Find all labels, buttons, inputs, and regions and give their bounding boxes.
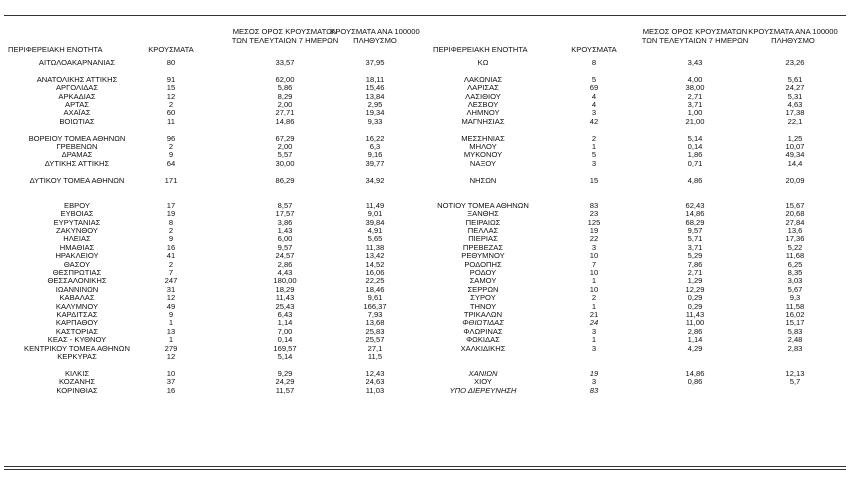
table-cell-region: ΘΕΣΠΡΩΤΙΑΣ [52,268,102,277]
bottom-rule [4,466,846,467]
table-cell-avg7: 11,57 [275,385,295,395]
table-cell-cases: 4 [591,100,597,109]
table-cell-cases: 42 [589,116,599,126]
table-cell-region: ΛΑΚΩΝΙΑΣ [463,74,503,84]
table-cell-region: ΤΡΙΚΑΛΩΝ [463,310,503,319]
table-cell-per100k: 3,03 [787,276,803,286]
table-cell-avg7: 5,29 [687,251,703,261]
table-cell-region: ΣΕΡΡΩΝ [467,284,499,294]
right-header-cases: ΚΡΟΥΣΜΑΤΑ [571,45,617,54]
table-cell-per100k: 1,25 [787,133,803,143]
table-cell-region: ΔΥΤΙΚΟΥ ΤΟΜΕΑ ΑΘΗΝΩΝ [29,175,125,185]
table-cell-region: ΛΗΜΝΟΥ [466,108,500,118]
table-cell-avg7: 67,29 [275,133,295,143]
table-cell-per100k: 39,77 [365,158,385,168]
table-cell-per100k: 13,6 [787,226,803,235]
table-cell-cases: 10 [166,368,176,378]
table-cell-avg7: 4,43 [277,268,293,277]
table-cell-per100k: 15,46 [365,83,385,93]
table-cell-region: ΑΧΑΪΑΣ [63,108,91,118]
table-cell-avg7: 18,29 [275,284,295,294]
table-cell-cases: 96 [166,133,176,143]
table-cell-cases: 1 [168,335,174,345]
table-cell-cases: 1 [591,276,597,286]
table-cell-per100k: 13,68 [365,318,385,328]
table-cell-per100k: 15,17 [785,318,805,328]
table-cell-avg7: 4,86 [687,175,703,185]
table-cell-cases: 41 [166,251,176,261]
table-cell-region: ΝΑΞΟΥ [469,158,497,168]
table-cell-region: ΚΩ [477,58,489,67]
table-cell-avg7: 9,57 [277,242,293,252]
table-cell-per100k: 14,52 [365,259,385,269]
table-cell-per100k: 16,22 [365,133,385,143]
table-cell-region: ΛΑΣΙΘΙΟΥ [465,91,501,101]
table-cell-cases: 49 [166,301,176,311]
table-cell-avg7: 0,14 [687,142,703,151]
table-cell-avg7: 30,00 [275,158,295,168]
table-cell-avg7: 9,57 [687,226,703,235]
table-cell-avg7: 3,43 [687,58,703,67]
table-cell-region: ΚΕΝΤΡΙΚΟΥ ΤΟΜΕΑ ΑΘΗΝΩΝ [24,343,130,353]
table-cell-per100k: 24,63 [365,377,385,387]
table-cell-cases: 3 [591,158,597,168]
table-cell-region: ΓΡΕΒΕΝΩΝ [56,142,98,151]
table-cell-cases: 2 [168,142,174,151]
table-cell-region: ΜΑΓΝΗΣΙΑΣ [461,116,505,126]
table-cell-cases: 19 [589,368,599,378]
table-cell-per100k: 9,33 [367,116,383,126]
table-cell-per100k: 9,3 [789,293,801,303]
table-cell-cases: 19 [589,226,599,235]
table-cell-cases: 22 [589,234,599,244]
table-cell-per100k: 11,38 [365,242,385,252]
table-cell-avg7: 2,00 [277,100,293,109]
table-cell-avg7: 1,86 [687,150,703,160]
table-cell-per100k: 27,84 [785,217,805,227]
table-cell-avg7: 2,86 [277,259,293,269]
table-cell-avg7: 86,29 [275,175,295,185]
table-cell-region: ΕΥΒΟΙΑΣ [60,209,94,219]
table-cell-per100k: 5,83 [787,326,803,336]
table-cell-per100k: 22,1 [787,116,803,126]
right-header-avg7: ΜΕΣΟΣ ΟΡΟΣ ΚΡΟΥΣΜΑΤΩΝ ΤΩΝ ΤΕΛΕΥΤΑΙΩΝ 7 ΗΜΕΡΩΝ [641,27,749,45]
table-cell-per100k: 12,43 [365,368,385,378]
table-cell-avg7: 14,86 [685,368,705,378]
table-cell-avg7: 6,00 [277,234,293,244]
table-cell-per100k: 5,22 [787,242,803,252]
table-cell-cases: 7 [591,259,597,269]
table-cell-cases: 24 [589,318,599,328]
table-cell-cases: 91 [166,74,176,84]
table-cell-per100k: 34,92 [365,175,385,185]
table-cell-avg7: 5,14 [277,352,293,361]
table-cell-avg7: 7,00 [277,326,293,336]
table-cell-cases: 13 [166,326,176,336]
table-cell-per100k: 5,65 [367,234,383,244]
table-cell-region: ΡΟΔΟΠΗΣ [464,259,502,269]
table-cell-cases: 125 [587,217,601,227]
table-cell-avg7: 5,71 [687,234,703,244]
table-cell-cases: 4 [591,91,597,101]
table-cell-per100k: 6,25 [787,259,803,269]
table-cell-avg7: 21,00 [685,116,705,126]
table-cell-region: ΚΟΡΙΝΘΙΑΣ [56,385,98,395]
left-header-cases: ΚΡΟΥΣΜΑΤΑ [148,45,194,54]
table-cell-region: ΚΟΖΑΝΗΣ [58,377,96,387]
left-header-per100k: ΚΡΟΥΣΜΑΤΑ ΑΝΑ 100000 ΠΛΗΘΥΣΜΟ [330,27,420,45]
table-cell-avg7: 2,71 [687,268,703,277]
table-cell-avg7: 6,43 [277,310,293,319]
table-cell-region: ΒΟΡΕΙΟΥ ΤΟΜΕΑ ΑΘΗΝΩΝ [28,133,126,143]
table-cell-avg7: 2,71 [687,91,703,101]
table-cell-region: ΣΥΡΟΥ [470,293,496,303]
table-cell-cases: 2 [168,259,174,269]
table-cell-cases: 9 [168,310,174,319]
table-cell-cases: 8 [168,217,174,227]
table-cell-per100k: 4,91 [367,226,383,235]
table-cell-cases: 2 [168,226,174,235]
table-cell-per100k: 10,07 [785,142,805,151]
table-cell-region: ΙΩΑΝΝΙΝΩΝ [55,284,99,294]
table-cell-cases: 2 [591,293,597,303]
table-cell-avg7: 1,14 [277,318,293,328]
table-cell-cases: 1 [168,318,174,328]
table-cell-cases: 12 [166,293,176,303]
table-cell-avg7: 1,29 [687,276,703,286]
table-cell-avg7: 1,14 [687,335,703,345]
table-cell-cases: 83 [589,200,599,210]
table-cell-per100k: 7,93 [367,310,383,319]
table-cell-cases: 2 [591,133,597,143]
table-cell-per100k: 5,31 [787,91,803,101]
table-cell-cases: 12 [166,91,176,101]
table-cell-region: ΠΡΕΒΕΖΑΣ [462,242,504,252]
bottom-rule-double [4,469,846,470]
table-cell-cases: 9 [168,234,174,244]
table-cell-per100k: 17,38 [785,108,805,118]
right-header-region: ΠΕΡΙΦΕΡΕΙΑΚΗ ΕΝΟΤΗΤΑ [433,45,528,54]
table-cell-per100k: 5,67 [787,284,803,294]
table-cell-per100k: 20,09 [785,175,805,185]
table-cell-avg7: 3,86 [277,217,293,227]
table-cell-per100k: 9,61 [367,293,383,303]
table-cell-avg7: 0,86 [687,377,703,387]
table-cell-region: ΤΗΝΟΥ [469,301,497,311]
table-cell-region: ΥΠΟ ΔΙΕΡΕΥΝΗΣΗ [449,385,517,395]
table-cell-avg7: 62,43 [685,200,705,210]
table-cell-region: ΘΕΣΣΑΛΟΝΙΚΗΣ [47,276,107,286]
table-cell-avg7: 169,57 [273,343,297,353]
table-cell-cases: 17 [166,200,176,210]
table-cell-avg7: 33,57 [275,58,295,67]
table-cell-region: ΚΑΣΤΟΡΙΑΣ [55,326,99,336]
table-cell-cases: 7 [168,268,174,277]
top-rule [4,15,846,16]
right-header-per100k: ΚΡΟΥΣΜΑΤΑ ΑΝΑ 100000 ΠΛΗΘΥΣΜΟ [748,27,838,45]
table-cell-avg7: 11,43 [685,310,705,319]
table-cell-avg7: 8,57 [277,200,293,210]
table-cell-avg7: 17,57 [275,209,295,219]
table-cell-region: ΚΑΛΥΜΝΟΥ [55,301,99,311]
table-cell-avg7: 9,29 [277,368,293,378]
table-cell-avg7: 12,29 [685,284,705,294]
table-cell-per100k: 39,84 [365,217,385,227]
table-cell-cases: 3 [591,343,597,353]
table-cell-per100k: 2,48 [787,335,803,345]
table-cell-per100k: 25,83 [365,326,385,336]
table-cell-region: ΧΑΝΙΩΝ [468,368,498,378]
table-cell-per100k: 5,61 [787,74,803,84]
table-cell-per100k: 6,3 [369,142,381,151]
table-cell-avg7: 0,29 [687,293,703,303]
table-cell-avg7: 5,86 [277,83,293,93]
table-cell-region: ΚΙΛΚΙΣ [64,368,90,378]
table-cell-per100k: 13,42 [365,251,385,261]
table-cell-per100k: 14,4 [787,158,803,168]
table-cell-region: ΖΑΚΥΝΘΟΥ [56,226,98,235]
table-cell-region: ΑΡΤΑΣ [65,100,89,109]
table-cell-per100k: 9,01 [367,209,383,219]
table-cell-per100k: 17,36 [785,234,805,244]
table-cell-per100k: 11,03 [365,385,385,395]
table-cell-region: ΧΑΛΚΙΔΙΚΗΣ [460,343,506,353]
table-cell-region: ΗΜΑΘΙΑΣ [59,242,95,252]
table-cell-per100k: 16,02 [785,310,805,319]
table-cell-region: ΦΩΚΙΔΑΣ [466,335,500,345]
table-cell-region: ΚΑΒΑΛΑΣ [59,293,95,303]
table-cell-per100k: 4,63 [787,100,803,109]
table-cell-cases: 3 [591,242,597,252]
table-cell-cases: 5 [591,150,597,160]
table-cell-cases: 247 [164,276,178,286]
table-cell-cases: 64 [166,158,176,168]
table-cell-avg7: 2,86 [687,326,703,336]
table-cell-cases: 10 [589,284,599,294]
table-cell-region: ΚΕΑΣ - ΚΥΘΝΟΥ [47,335,107,345]
table-cell-per100k: 11,58 [785,301,805,311]
table-cell-per100k: 13,84 [365,91,385,101]
table-cell-cases: 10 [589,268,599,277]
table-cell-cases: 31 [166,284,176,294]
table-cell-region: ΗΛΕΙΑΣ [63,234,91,244]
table-cell-cases: 1 [591,301,597,311]
table-cell-cases: 3 [591,108,597,118]
table-cell-avg7: 14,86 [275,116,295,126]
table-cell-cases: 19 [166,209,176,219]
table-cell-avg7: 68,29 [685,217,705,227]
table-cell-avg7: 11,00 [685,318,705,328]
table-cell-cases: 8 [591,58,597,67]
table-cell-region: ΚΑΡΠΑΘΟΥ [55,318,99,328]
table-cell-avg7: 27,71 [275,108,295,118]
table-cell-region: ΗΡΑΚΛΕΙΟΥ [55,251,99,261]
table-cell-cases: 16 [166,242,176,252]
table-cell-avg7: 62,00 [275,74,295,84]
table-cell-per100k: 2,83 [787,343,803,353]
table-cell-region: ΣΑΜΟΥ [469,276,497,286]
table-cell-region: ΜΗΛΟΥ [469,142,497,151]
left-header-region: ΠΕΡΙΦΕΡΕΙΑΚΗ ΕΝΟΤΗΤΑ [8,45,103,54]
table-cell-cases: 1 [591,142,597,151]
table-cell-region: ΑΙΤΩΛΟΑΚΑΡΝΑΝΙΑΣ [38,58,116,67]
table-cell-cases: 12 [166,352,176,361]
table-cell-per100k: 18,11 [365,74,385,84]
table-cell-region: ΕΥΡΥΤΑΝΙΑΣ [53,217,101,227]
table-cell-cases: 10 [589,251,599,261]
table-cell-cases: 83 [589,385,599,395]
table-cell-cases: 2 [168,100,174,109]
table-cell-region: ΠΕΙΡΑΙΩΣ [465,217,501,227]
table-cell-avg7: 7,86 [687,259,703,269]
table-cell-avg7: 1,43 [277,226,293,235]
table-cell-region: ΛΑΡΙΣΑΣ [467,83,499,93]
table-cell-region: ΠΙΕΡΙΑΣ [468,234,498,244]
table-cell-per100k: 166,37 [363,301,387,311]
table-cell-cases: 171 [164,175,178,185]
table-cell-region: ΦΛΩΡΙΝΑΣ [463,326,503,336]
table-cell-cases: 3 [591,326,597,336]
table-cell-per100k: 2,95 [367,100,383,109]
table-cell-avg7: 0,29 [687,301,703,311]
table-cell-cases: 9 [168,150,174,160]
table-cell-cases: 5 [591,74,597,84]
table-cell-avg7: 2,00 [277,142,293,151]
table-cell-region: ΡΟΔΟΥ [469,268,497,277]
table-cell-avg7: 0,14 [277,335,293,345]
table-cell-per100k: 23,26 [785,58,805,67]
table-cell-per100k: 11,5 [367,352,383,361]
left-header-avg7: ΜΕΣΟΣ ΟΡΟΣ ΚΡΟΥΣΜΑΤΩΝ ΤΩΝ ΤΕΛΕΥΤΑΙΩΝ 7 ΗΜΕΡΩΝ [231,27,339,45]
table-cell-per100k: 20,68 [785,209,805,219]
table-cell-cases: 11 [167,116,175,126]
table-cell-cases: 15 [589,175,599,185]
table-cell-per100k: 12,13 [785,368,805,378]
table-cell-region: ΒΟΙΩΤΙΑΣ [59,116,95,126]
table-cell-per100k: 16,06 [365,268,385,277]
table-cell-cases: 69 [589,83,599,93]
table-cell-per100k: 19,34 [365,108,385,118]
table-cell-avg7: 1,00 [687,108,703,118]
table-cell-region: ΑΡΓΟΛΙΔΑΣ [55,83,99,93]
table-cell-per100k: 25,57 [365,335,385,345]
table-cell-per100k: 27,1 [367,343,383,353]
table-cell-avg7: 38,00 [685,83,705,93]
table-cell-per100k: 24,27 [785,83,805,93]
table-cell-avg7: 5,14 [687,133,703,143]
table-cell-cases: 80 [166,58,176,67]
table-cell-cases: 37 [166,377,176,387]
table-cell-per100k: 8,35 [787,268,803,277]
table-cell-cases: 3 [591,377,597,387]
table-cell-avg7: 8,29 [277,91,293,101]
table-cell-region: ΞΑΝΘΗΣ [467,209,499,219]
table-cell-region: ΕΒΡΟΥ [64,200,90,210]
table-cell-region: ΠΕΛΛΑΣ [467,226,499,235]
table-cell-avg7: 25,43 [275,301,295,311]
table-cell-per100k: 9,16 [367,150,383,160]
table-cell-per100k: 11,49 [365,200,385,210]
table-cell-cases: 60 [166,108,176,118]
table-cell-region: ΜΕΣΣΗΝΙΑΣ [461,133,505,143]
table-cell-cases: 23 [589,209,599,219]
table-cell-region: ΑΝΑΤΟΛΙΚΗΣ ΑΤΤΙΚΗΣ [36,74,118,84]
table-cell-per100k: 15,67 [785,200,805,210]
table-cell-avg7: 4,00 [687,74,703,84]
table-cell-region: ΛΕΣΒΟΥ [467,100,499,109]
table-cell-region: ΑΡΚΑΔΙΑΣ [58,91,96,101]
table-cell-region: ΡΕΘΥΜΝΟΥ [461,251,505,261]
table-cell-cases: 279 [164,343,178,353]
table-cell-per100k: 11,68 [785,251,805,261]
table-cell-avg7: 5,57 [277,150,293,160]
table-cell-region: ΝΟΤΙΟΥ ΤΟΜΕΑ ΑΘΗΝΩΝ [437,200,529,210]
table-cell-region: ΔΥΤΙΚΗΣ ΑΤΤΙΚΗΣ [44,158,110,168]
table-cell-region: ΚΑΡΔΙΤΣΑΣ [56,310,98,319]
table-cell-avg7: 24,29 [275,377,295,387]
table-cell-region: ΜΥΚΟΝΟΥ [463,150,503,160]
table-cell-avg7: 11,43 [275,293,295,303]
table-cell-cases: 15 [166,83,176,93]
table-cell-cases: 21 [589,310,599,319]
table-cell-avg7: 3,71 [687,100,703,109]
table-cell-per100k: 37,95 [365,58,385,67]
table-cell-region: ΚΕΡΚΥΡΑΣ [57,352,97,361]
table-cell-region: ΘΑΣΟΥ [63,259,91,269]
table-cell-avg7: 24,57 [275,251,295,261]
table-cell-avg7: 4,29 [687,343,703,353]
table-cell-cases: 1 [591,335,597,345]
table-cell-avg7: 0,71 [687,158,703,168]
table-cell-per100k: 22,25 [365,276,385,286]
table-cell-per100k: 18,46 [365,284,385,294]
table-cell-region: ΔΡΑΜΑΣ [61,150,93,160]
table-cell-per100k: 5,7 [789,377,801,387]
table-cell-avg7: 14,86 [685,209,705,219]
table-cell-region: ΦΘΙΩΤΙΔΑΣ [462,318,504,328]
table-cell-avg7: 3,71 [687,242,703,252]
table-cell-region: ΧΙΟΥ [474,377,492,387]
table-cell-region: ΝΗΣΩΝ [469,175,497,185]
table-cell-avg7: 180,00 [273,276,297,286]
table-cell-per100k: 49,34 [785,150,805,160]
table-cell-cases: 16 [166,385,176,395]
